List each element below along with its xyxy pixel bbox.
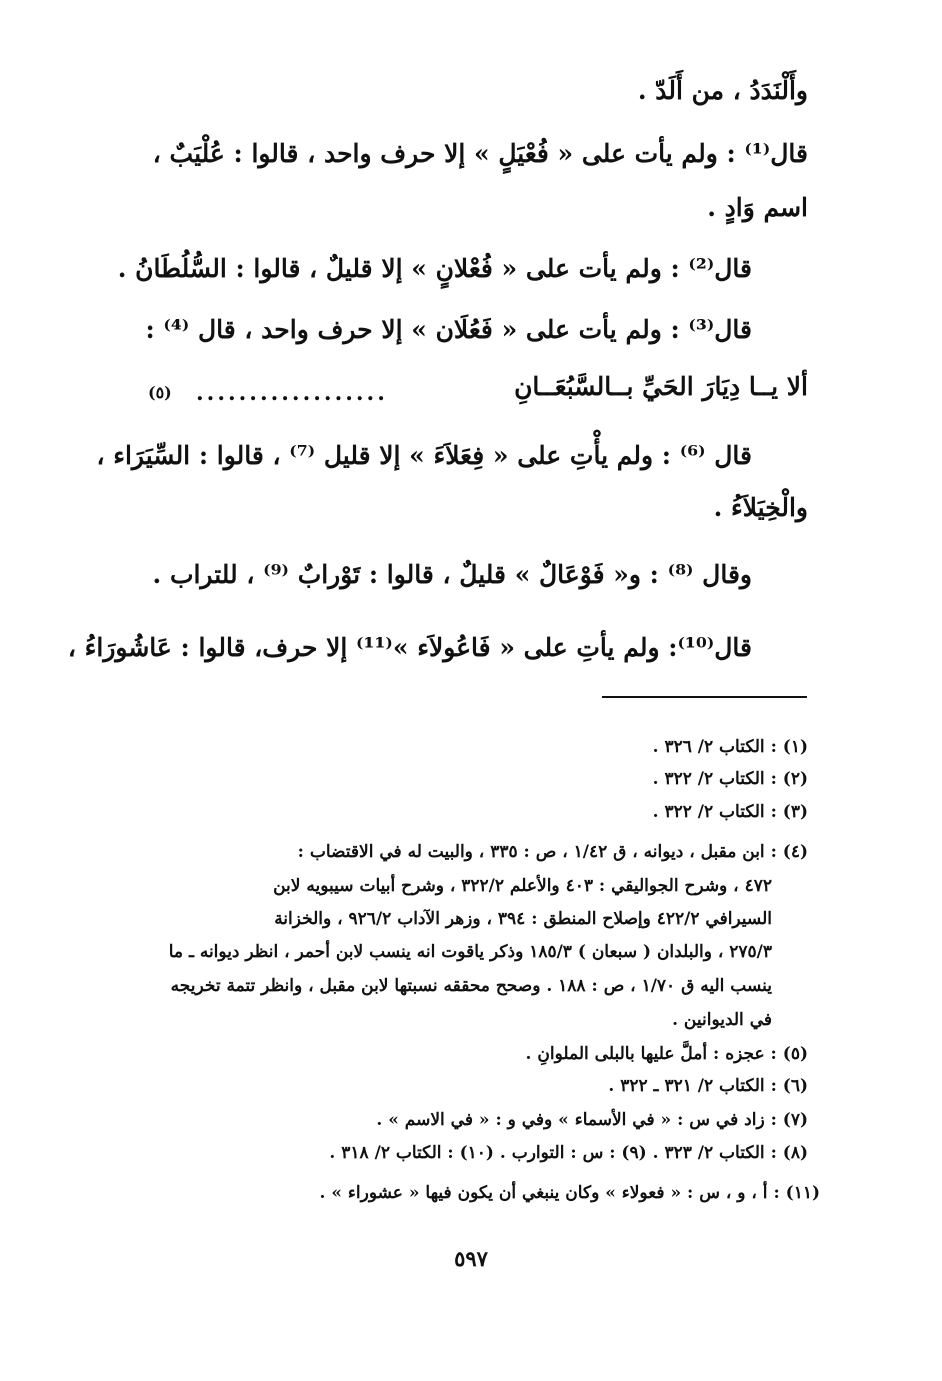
verse-ellipsis: ..................	[196, 380, 388, 406]
footnote-8-9-10: (٨) : الكتاب ٢/ ٣٢٣ . (٩) : س : التوارب . (١٠) : الكتاب ٢/ ٣١٨ .	[329, 1143, 808, 1163]
footnote-4-line-5: ينسب اليه ق ١/٧٠ ، ص : ١٨٨ . وصحح محققه نسبتها لابن مقبل ، وانظر تتمة تخريجه	[170, 976, 772, 996]
footnote-4-line-6: في الديوانين .	[672, 1010, 772, 1030]
text-line-9: قال⁽¹⁰⁾: ولم يأتِ على « فَاعُولاَء »⁽¹¹⁾ إلا حرف، قالوا : عَاشُورَاءُ ،	[67, 633, 752, 662]
footnote-4-line-1: (٤) : ابن مقبل ، ديوانه ، ق ١/٤٢ ، ص : ٣٣٥ ، والبيت له في الاقتضاب :	[297, 842, 808, 862]
footnote-7: (٧) : زاد في س : « في الأسماء » وفي و : « في الاسم » .	[376, 1110, 808, 1130]
verse-note-number: (٥)	[148, 383, 172, 402]
footnote-4-line-2: ٤٧٢ ، وشرح الجواليقي : ٤٠٣ والأعلم ٣٢٢/٢ ، وشرح أبيات سيبويه لابن	[273, 876, 772, 896]
footnote-5: (٥) : عجزه : أملَّ عليها بالبلى الملوانِ .	[525, 1044, 808, 1064]
text-line-6: قال ⁽⁶⁾ : ولم يأْتِ على « فِعَلاَءَ » إلا قليل ⁽⁷⁾ ، قالوا : السِّيَرَاء ،	[96, 441, 752, 470]
footnote-11: (١١) : أ ، و ، س : « فعولاء » وكان ينبغي أن يكون فيها « عشوراء » .	[319, 1183, 820, 1203]
text-line-1: وأَلْنَدَدُ ، من أَلَدّ .	[637, 76, 808, 105]
footnote-4-line-3: السيرافي ٤٢٢/٢ وإصلاح المنطق : ٣٩٤ ، وزهر الآداب ٩٢٦/٢ ، والخزانة	[274, 909, 772, 929]
text-line-8: وقال ⁽⁸⁾ : و« فَوْعَالٌ » قليلٌ ، قالوا : تَوْرابٌ ⁽⁹⁾ ، للتراب .	[152, 560, 752, 589]
footnote-6: (٦) : الكتاب ٢/ ٣٢١ ـ ٣٢٢ .	[608, 1076, 808, 1096]
text-line-3: اسم وَادٍ .	[707, 193, 808, 222]
text-line-2: قال⁽¹⁾ : ولم يأت على « فُعْيَلٍ » إلا حرف واحد ، قالوا : عُلْيَبٌ ،	[152, 139, 808, 168]
footnote-1: (١) : الكتاب ٢/ ٣٢٦ .	[652, 737, 808, 757]
footnote-4-line-4: ٢٧٥/٣ ، والبلدان ( سبعان ) ١٨٥/٣ وذكر ياقوت انه ينسب لابن أحمر ، انظر ديوانه ـ ما	[168, 942, 772, 962]
text-line-7: والْخِيَلاَءُ .	[713, 493, 808, 522]
page-number: ٥٩٧	[454, 1246, 488, 1271]
footnote-2: (٢) : الكتاب ٢/ ٣٢٢ .	[652, 769, 808, 789]
footnote-separator	[602, 696, 807, 698]
text-line-5: قال⁽³⁾ : ولم يأت على « فَعُلَان » إلا حرف واحد ، قال ⁽⁴⁾ :	[145, 315, 752, 344]
poem-verse: ألا يــا دِيَارَ الحَيِّ بــالسَّبُعَــانِ	[514, 372, 808, 401]
text-line-4: قال⁽²⁾ : ولم يأت على « فُعْلانٍ » إلا قليلٌ ، قالوا : السُّلُطَانُ .	[117, 254, 752, 283]
footnote-3: (٣) : الكتاب ٢/ ٣٢٢ .	[652, 802, 808, 822]
